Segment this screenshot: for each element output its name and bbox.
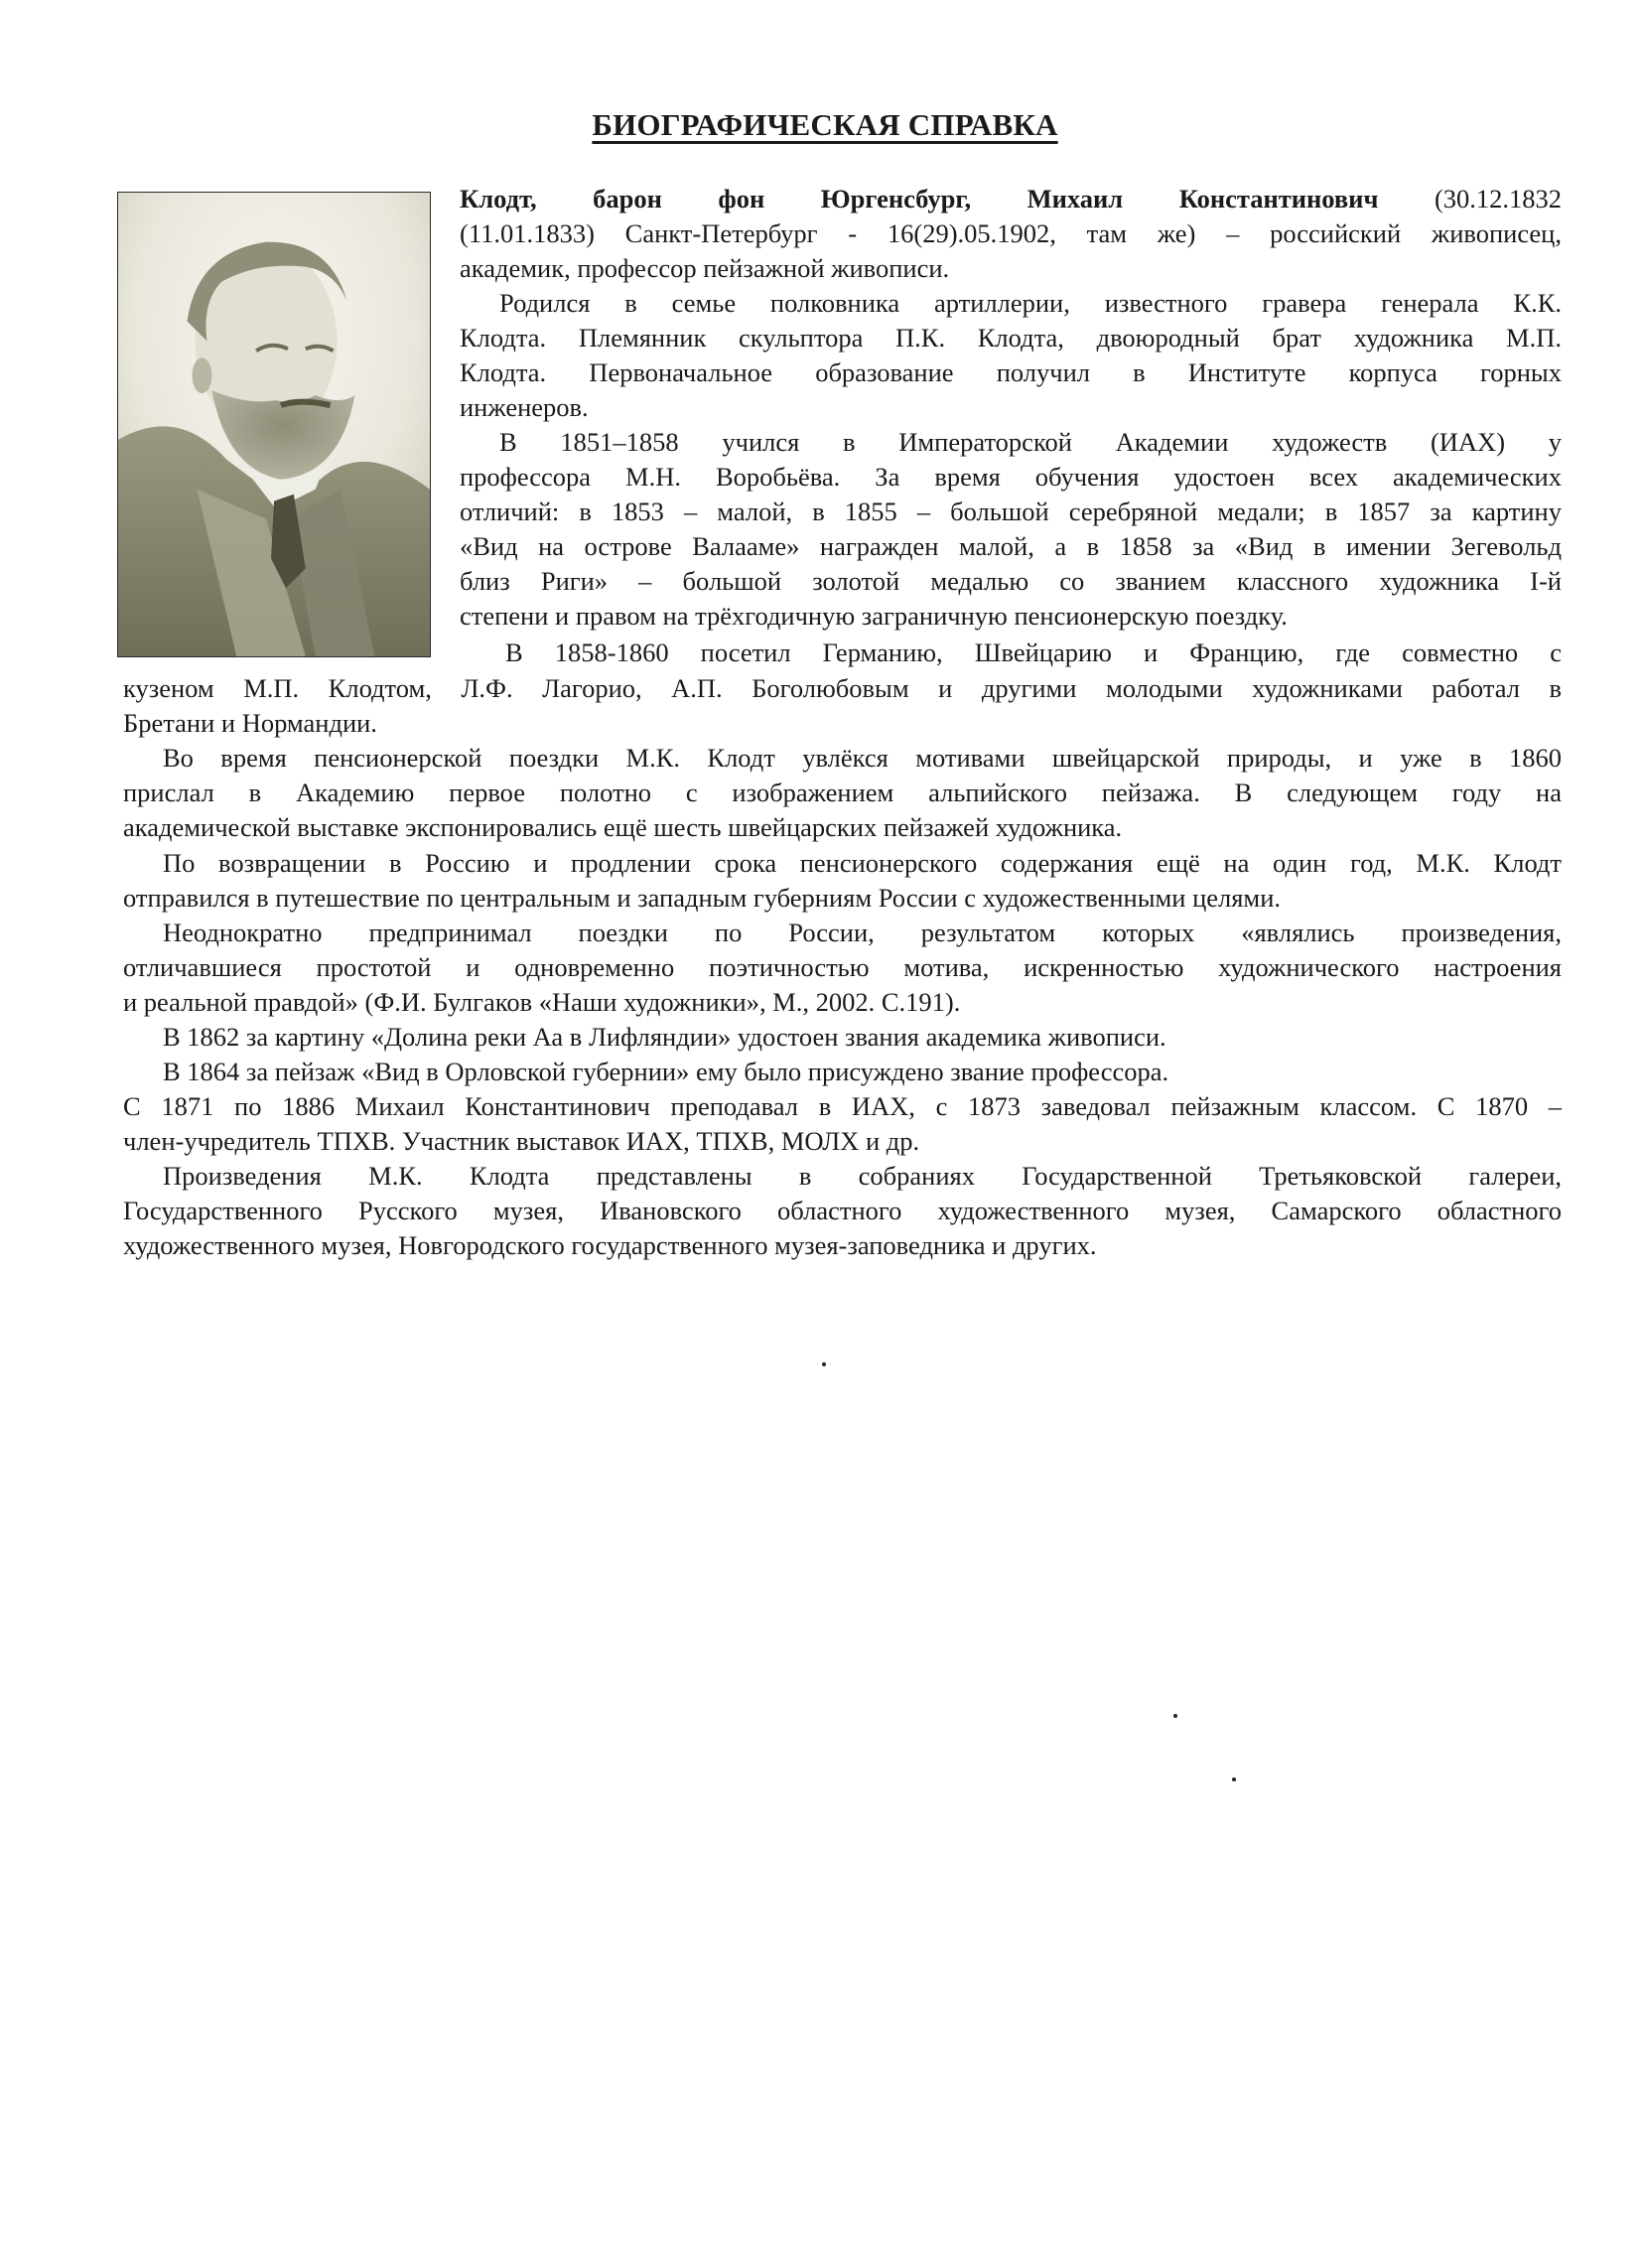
- scan-speck: [1232, 1777, 1236, 1781]
- bio-line: художественного музея, Новгородского государственного музея-заповедника и других.: [123, 1230, 1097, 1260]
- bio-line: Родился в семье полковника артиллерии, известного гравера генерала К.К.: [499, 288, 1562, 318]
- bio-line: прислал в Академию первое полотно с изображением альпийского пейзажа. В следующем году на: [123, 778, 1562, 807]
- portrait-engraving: [118, 193, 430, 656]
- portrait-image: [117, 192, 431, 657]
- bio-line: Государственного Русского музея, Ивановского областного художественного музея, Самарского областного: [123, 1196, 1562, 1225]
- bio-line: Бретани и Нормандии.: [123, 708, 377, 738]
- bio-line: (11.01.1833) Санкт-Петербург - 16(29).05.1902, там же) – российский живописец,: [460, 218, 1562, 248]
- bio-line: В 1851–1858 учился в Императорской Академии художеств (ИАХ) у: [499, 427, 1562, 457]
- bio-line: В 1864 за пейзаж «Вид в Орловской губернии» ему было присуждено звание профессора.: [163, 1057, 1169, 1086]
- bio-line: В 1862 за картину «Долина реки Аа в Лифляндии» удостоен звания академика живописи.: [163, 1022, 1166, 1052]
- scan-speck: [1173, 1714, 1177, 1718]
- bio-line: По возвращении в Россию и продлении срока пенсионерского содержания ещё на один год, М.К. Клодт: [163, 848, 1562, 878]
- birth-date: (30.12.1832: [1434, 184, 1563, 213]
- bio-line: Клодта. Племянник скульптора П.К. Клодта, двоюродный брат художника М.П.: [460, 323, 1562, 353]
- subject-name: Клодт, барон фон Юргенсбург, Михаил Константинович: [460, 184, 1379, 213]
- bio-line: отличий: в 1853 – малой, в 1855 – большой серебряной медали; в 1857 за картину: [460, 496, 1562, 526]
- document-title: БИОГРАФИЧЕСКАЯ СПРАВКА: [592, 107, 1058, 142]
- bio-line: близ Риги» – большой золотой медалью со званием классного художника I-й: [460, 566, 1562, 596]
- bio-line: отличавшиеся простотой и одновременно поэтичностью мотива, искренностью художнического настроения: [123, 952, 1562, 982]
- bio-line: академик, профессор пейзажной живописи.: [460, 253, 950, 283]
- bio-line: Во время пенсионерской поездки М.К. Клодт увлёкся мотивами швейцарской природы, и уже в 1860: [163, 743, 1562, 773]
- bio-line: член-учредитель ТПХВ. Участник выставок ИАХ, ТПХВ, МОЛХ и др.: [123, 1126, 920, 1156]
- bio-line: профессора М.Н. Воробьёва. За время обучения удостоен всех академических: [460, 462, 1562, 492]
- bio-line: степени и правом на трёхгодичную заграничную пенсионерскую поездку.: [460, 601, 1288, 631]
- bio-line: отправился в путешествие по центральным и западным губерниям России с художественными целями.: [123, 883, 1282, 913]
- scan-speck: [822, 1362, 826, 1366]
- bio-line: [460, 182, 1562, 216]
- bio-line: С 1871 по 1886 Михаил Константинович преподавал в ИАХ, с 1873 заведовал пейзажным классом. С 1870 –: [123, 1091, 1562, 1121]
- bio-line: В 1858-1860 посетил Германию, Швейцарию и Францию, где совместно с: [505, 638, 1562, 667]
- bio-line: академической выставке экспонировались ещё шесть швейцарских пейзажей художника.: [123, 812, 1123, 842]
- bio-line: Клодта. Первоначальное образование получил в Институте корпуса горных: [460, 357, 1562, 387]
- bio-line: инженеров.: [460, 392, 589, 422]
- bio-line: Произведения М.К. Клодта представлены в собраниях Государственной Третьяковской галереи,: [163, 1161, 1562, 1191]
- bio-line: и реальной правдой» (Ф.И. Булгаков «Наши художники», М., 2002. С.191).: [123, 987, 961, 1017]
- bio-line: «Вид на острове Валааме» награжден малой, а в 1858 за «Вид в имении Зегевольд: [460, 531, 1562, 561]
- bio-line: Неоднократно предпринимал поездки по России, результатом которых «являлись произведения,: [163, 918, 1562, 947]
- bio-line: кузеном М.П. Клодтом, Л.Ф. Лагорио, А.П. Боголюбовым и другими молодыми художниками работал в: [123, 673, 1562, 703]
